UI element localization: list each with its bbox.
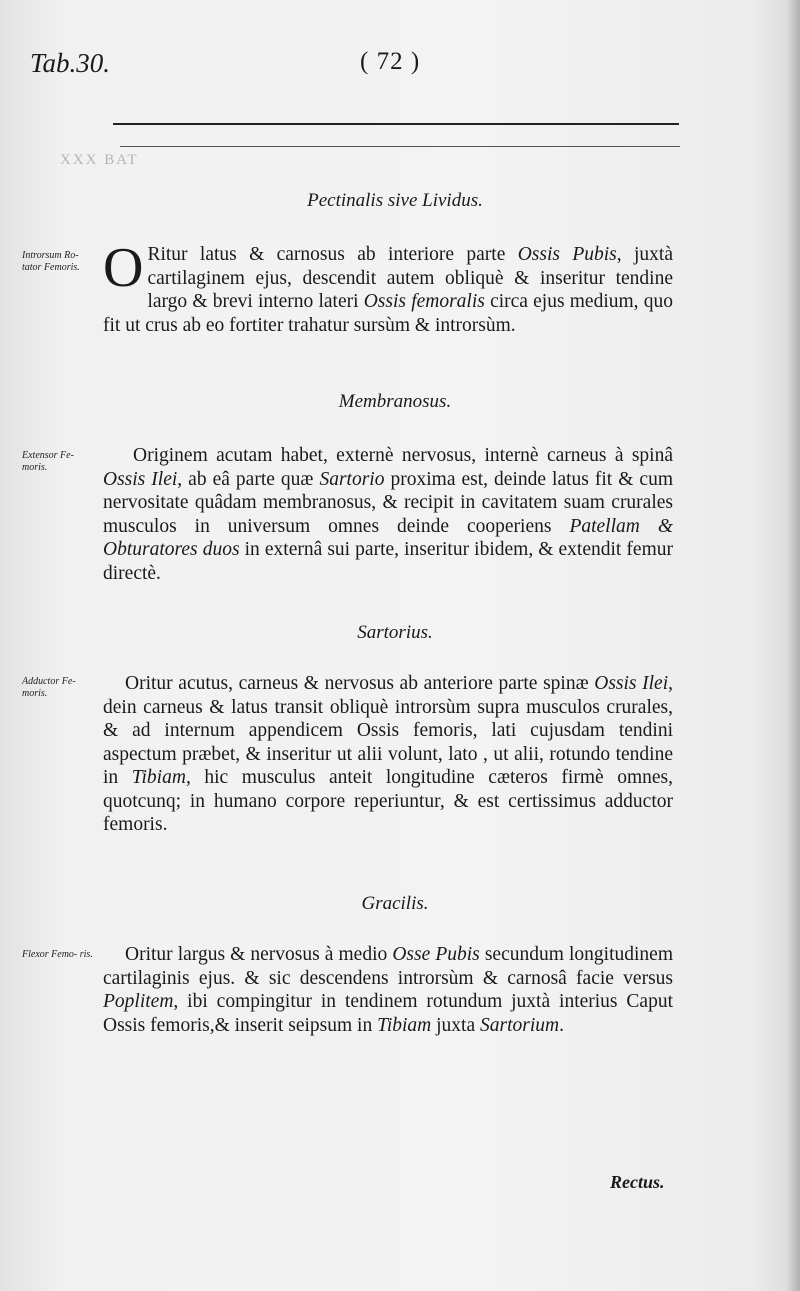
- running-head: [30, 48, 770, 88]
- tab-label: Tab.30.: [30, 48, 111, 78]
- page-number: ( 72 ): [360, 48, 421, 75]
- section-heading-pectinalis: Pectinalis sive Lividus.: [307, 190, 483, 211]
- section-heading-gracilis: Gracilis.: [361, 893, 429, 914]
- paragraph-gracilis: Oritur largus & nervosus à medio Osse Pubis secundum longitudinem cartilaginis ejus. & sic descendens introrsùm & carnosâ facie versus Poplitem, ibi compingitur in tendinem rotundum juxtà interius Caput Ossis femoris,& inserit seipsum in Tibiam juxta Sartorium.: [103, 944, 673, 1036]
- section-heading-membranosus: Membranosus.: [338, 391, 452, 412]
- margin-note-sartorius: Adductor Fe- moris.: [22, 676, 76, 699]
- margin-note-membranosus: Extensor Fe- moris.: [22, 450, 74, 473]
- bleed-through-text: XXX BAT: [60, 152, 139, 168]
- paragraph-pectinalis: O Ritur latus & carnosus ab interiore parte Ossis Pubis, juxtà cartilaginem ejus, descendit autem obliquè & inseritur tendine largo & brevi interno lateri Ossis femoralis circa ejus medium, quo fit ut crus ab eo fortiter trahatur sursùm & introrsùm.: [103, 237, 673, 336]
- margin-note-pectinalis: Introrsum Ro- tator Femoris.: [22, 250, 80, 273]
- header-rule-top: [113, 123, 679, 125]
- paragraph-membranosus: Originem acutam habet, externè nervosus, internè carneus à spinâ Ossis Ilei, ab eâ parte quæ Sartorio proxima est, deinde latus fit & cum nervositate quâdam membranosus, & recipit in cavitatem suam crurales musculos in universum omnes deinde cooperiens Patellam & Obturatores duos in externâ sui parte, inseritur ibidem, & extendit femur directè.: [103, 445, 674, 584]
- catchword: Rectus.: [610, 1172, 665, 1192]
- margin-note-gracilis: Flexor Femo- ris.: [22, 949, 93, 960]
- paragraph-sartorius: Oritur acutus, carneus & nervosus ab anteriore parte spinæ Ossis Ilei, dein carneus & latus transit obliquè introrsùm supra musculos crurales, & ad internum appendicem Ossis femoris, lati cujusdam tendini aspectum præbet, & inseritur ut alii volunt, lato , ut alii, rotundo tendine in Tibiam, hic musculus anteit longitudine cæteros firmè omnes, quotcunq; in humano corpore reperiuntur, & est certissimus adductor femoris.: [103, 673, 674, 835]
- section-heading-sartorius: Sartorius.: [357, 622, 433, 643]
- header-rule-bottom: [120, 146, 680, 147]
- page-edge-shadow: [786, 0, 800, 1291]
- drop-cap: O: [103, 237, 144, 299]
